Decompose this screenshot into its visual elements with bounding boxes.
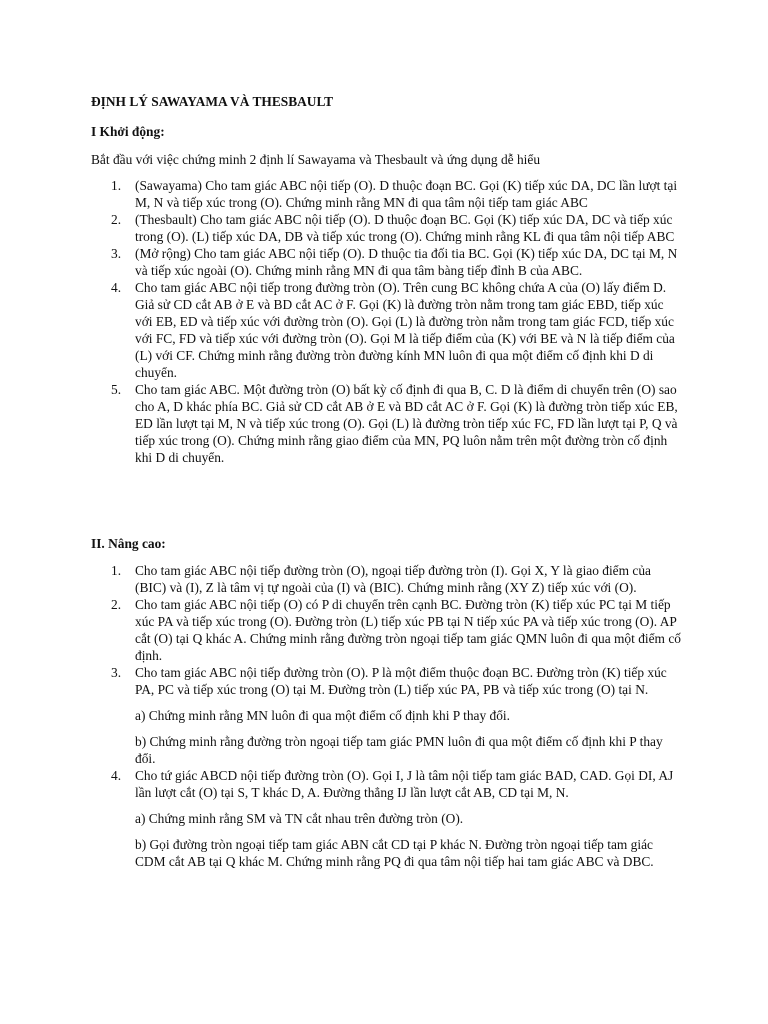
section-1-heading: I Khởi động: — [91, 124, 165, 139]
list-item — [91, 767, 681, 870]
sub-question-group — [135, 707, 681, 767]
section-1-intro: Bắt đầu với việc chứng minh 2 định lí Sawayama và Thesbault và ứng dụng dễ hiểu — [91, 152, 541, 167]
list-item — [91, 562, 681, 596]
section-2-heading: II. Nâng cao: — [91, 536, 166, 551]
list-number: 1. — [111, 563, 122, 578]
list-item — [91, 177, 681, 211]
list-item-text: Cho tứ giác ABCD nội tiếp đường tròn (O). Gọi I, J là tâm nội tiếp tam giác BAD, CAD. Gọi DI, AJ lần lượt cắt (O) tại S, T khác D, A. Đường thẳng IJ lần lượt cắt AB, CD tại M, N. — [135, 768, 674, 800]
list-item — [91, 279, 681, 381]
list-item-text: Cho tam giác ABC nội tiếp trong đường tròn (O). Trên cung BC không chứa A của (O) lấy điểm D. Giả sử CD cắt AB ở E và BD cắt AC ở F. Gọi (K) là đường tròn nằm trong tam giác EBD, tiếp xúc với EB, ED và tiếp xúc với đường tròn (O). Gọi (L) là đường tròn nằm trong tam giác FCD, tiếp xúc với FC, FD và tiếp xúc với đường tròn (O). Gọi M là tiếp điểm của (K) với BE và N là tiếp điểm của (L) với CF. Chứng minh rằng đường tròn đường kính MN luôn đi qua một điểm cố định khi D di chuyển. — [135, 280, 675, 380]
list-number: 4. — [111, 768, 122, 783]
sub-question: a) Chứng minh rằng MN luôn đi qua một điểm cố định khi P thay đổi. — [135, 708, 510, 723]
list-number: 3. — [111, 246, 122, 261]
list-number: 1. — [111, 178, 122, 193]
list-item — [91, 381, 681, 466]
list-item — [91, 245, 681, 279]
list-item-text: Cho tam giác ABC nội tiếp đường tròn (O), ngoại tiếp đường tròn (I). Gọi X, Y là giao điểm của (BIC) và (I), Z là tâm vị tự ngoài của (I) và (BIC). Chứng minh rằng (XY Z) tiếp xúc với (O). — [135, 563, 651, 595]
sub-question: b) Chứng minh rằng đường tròn ngoại tiếp tam giác PMN luôn đi qua một điểm cố định khi P thay đổi. — [135, 734, 663, 766]
list-number: 5. — [111, 382, 122, 397]
list-item-text: (Thesbault) Cho tam giác ABC nội tiếp (O). D thuộc đoạn BC. Gọi (K) tiếp xúc DA, DC và tiếp xúc trong (O). (L) tiếp xúc DA, DB và tiếp xúc trong (O). Chứng minh rằng KL đi qua tâm nội tiếp ABC — [135, 212, 675, 244]
section-2-list — [91, 562, 681, 870]
sub-question: a) Chứng minh rằng SM và TN cắt nhau trên đường tròn (O). — [135, 811, 464, 826]
list-item-text: Cho tam giác ABC nội tiếp (O) có P di chuyển trên cạnh BC. Đường tròn (K) tiếp xúc PC tại M tiếp xúc PA và tiếp xúc trong (O). Đường tròn (L) tiếp xúc PB tại N tiếp xúc PA và tiếp xúc trong (O). AP cắt (O) tại Q khác A. Chứng minh rằng đường tròn ngoại tiếp tam giác QMN luôn đi qua một điểm cố định. — [135, 597, 681, 663]
list-item-text: (Sawayama) Cho tam giác ABC nội tiếp (O). D thuộc đoạn BC. Gọi (K) tiếp xúc DA, DC lần lượt tại M, N và tiếp xúc trong (O). Chứng minh rằng MN đi qua tâm nội tiếp tam giác ABC — [135, 178, 678, 210]
list-number: 2. — [111, 212, 122, 227]
list-number: 4. — [111, 280, 122, 295]
list-item-text: Cho tam giác ABC. Một đường tròn (O) bất kỳ cố định đi qua B, C. D là điểm di chuyển trên (O) sao cho A, D khác phía BC. Giả sử CD cắt AB ở E và BD cắt AC ở F. Gọi (K) là đường tròn tiếp xúc EB, ED lần lượt tại M, N và tiếp xúc trong (O). Gọi (L) là đường tròn tiếp xúc FC, FD lần lượt tại P, Q và tiếp xúc trong (O). Chứng minh rằng giao điểm của MN, PQ luôn nằm trên một đường tròn cố định khi D di chuyển. — [135, 382, 678, 465]
document-title: ĐỊNH LÝ SAWAYAMA VÀ THESBAULT — [91, 94, 334, 109]
sub-question-group — [135, 810, 681, 870]
list-item — [91, 596, 681, 664]
sub-question: b) Gọi đường tròn ngoại tiếp tam giác ABN cắt CD tại P khác N. Đường tròn ngoại tiếp tam giác CDM cắt AB tại Q khác M. Chứng minh rằng PQ đi qua tâm nội tiếp hai tam giác ABC và DBC. — [135, 837, 654, 869]
list-item-text: Cho tam giác ABC nội tiếp đường tròn (O). P là một điểm thuộc đoạn BC. Đường tròn (K) tiếp xúc PA, PC và tiếp xúc trong (O) tại M. Đường tròn (L) tiếp xúc PA, PB và tiếp xúc trong (O) tại N. — [135, 665, 667, 697]
list-item — [91, 664, 681, 767]
list-item — [91, 211, 681, 245]
list-number: 2. — [111, 597, 122, 612]
section-1-list — [91, 177, 681, 466]
list-number: 3. — [111, 665, 122, 680]
list-item-text: (Mở rộng) Cho tam giác ABC nội tiếp (O). D thuộc tia đối tia BC. Gọi (K) tiếp xúc DA, DC tại M, N và tiếp xúc ngoài (O). Chứng minh rằng MN đi qua tâm bàng tiếp đỉnh B của ABC. — [135, 246, 678, 278]
